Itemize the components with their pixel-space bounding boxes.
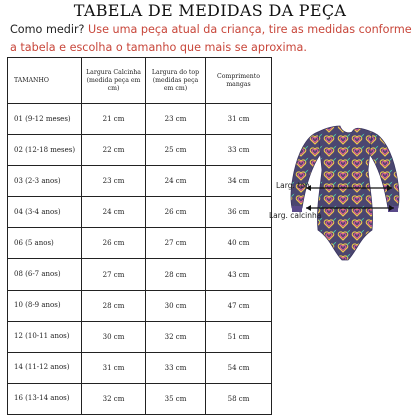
cell-sleeve-length: 34 cm — [206, 166, 272, 197]
intro-text — [10, 21, 414, 57]
cell-size: 14 (11-12 anos) — [8, 352, 82, 383]
cell-sleeve-length: 33 cm — [206, 135, 272, 166]
cell-top-width: 28 cm — [146, 259, 206, 290]
cell-bottom-width: 31 cm — [82, 352, 146, 383]
cell-bottom-width: 26 cm — [82, 228, 146, 259]
cell-size: 08 (6-7 anos) — [8, 259, 82, 290]
header-bottom-width: Largura Calcinha (medida peça em cm) — [82, 58, 146, 104]
cell-bottom-width: 23 cm — [82, 166, 146, 197]
cell-bottom-width: 24 cm — [82, 197, 146, 228]
cell-size: 02 (12-18 meses) — [8, 135, 82, 166]
cell-bottom-width: 21 cm — [82, 104, 146, 135]
cell-sleeve-length: 54 cm — [206, 352, 272, 383]
cell-size: 10 (8-9 anos) — [8, 290, 82, 321]
table-row — [8, 290, 272, 321]
cell-bottom-width: 22 cm — [82, 135, 146, 166]
cell-bottom-width: 32 cm — [82, 383, 146, 414]
garment-illustration — [280, 110, 420, 270]
table-row — [8, 104, 272, 135]
label-bottom-width: Larg. calcinha — [269, 211, 322, 220]
label-top-width: Larg. top — [276, 181, 310, 190]
cell-size: 01 (9-12 meses) — [8, 104, 82, 135]
cell-sleeve-length: 47 cm — [206, 290, 272, 321]
table-row — [8, 259, 272, 290]
intro-question: Como medir? — [10, 23, 85, 36]
cell-top-width: 30 cm — [146, 290, 206, 321]
cell-top-width: 32 cm — [146, 321, 206, 352]
cell-top-width: 26 cm — [146, 197, 206, 228]
garment-figure — [280, 110, 420, 270]
cell-size: 06 (5 anos) — [8, 228, 82, 259]
table-row — [8, 321, 272, 352]
cell-sleeve-length: 31 cm — [206, 104, 272, 135]
cell-top-width: 24 cm — [146, 166, 206, 197]
cell-top-width: 33 cm — [146, 352, 206, 383]
size-table — [7, 57, 272, 415]
cell-size: 03 (2-3 anos) — [8, 166, 82, 197]
cell-sleeve-length: 36 cm — [206, 197, 272, 228]
cell-sleeve-length: 43 cm — [206, 259, 272, 290]
cell-bottom-width: 27 cm — [82, 259, 146, 290]
cell-top-width: 27 cm — [146, 228, 206, 259]
header-sleeve-length: Comprimento mangas — [206, 58, 272, 104]
table-header-row — [8, 58, 272, 104]
table-row — [8, 352, 272, 383]
cell-sleeve-length: 58 cm — [206, 383, 272, 414]
table-row — [8, 166, 272, 197]
cell-size: 12 (10-11 anos) — [8, 321, 82, 352]
cell-top-width: 25 cm — [146, 135, 206, 166]
cell-top-width: 35 cm — [146, 383, 206, 414]
table-row — [8, 383, 272, 414]
cell-bottom-width: 28 cm — [82, 290, 146, 321]
cell-size: 16 (13-14 anos) — [8, 383, 82, 414]
header-top-width: Largura do top (medidas peça em cm) — [146, 58, 206, 104]
cell-size: 04 (3-4 anos) — [8, 197, 82, 228]
cell-sleeve-length: 51 cm — [206, 321, 272, 352]
cell-bottom-width: 30 cm — [82, 321, 146, 352]
page-title: TABELA DE MEDIDAS DA PEÇA — [73, 1, 347, 20]
header-size: TAMANHO — [8, 58, 82, 104]
table-row — [8, 228, 272, 259]
cell-sleeve-length: 40 cm — [206, 228, 272, 259]
table-row — [8, 135, 272, 166]
intro-answer: Use uma peça atual da criança, tire as medidas conforme a tabela e escolha o tamanho que mais se aproxima. — [10, 23, 412, 54]
cell-top-width: 23 cm — [146, 104, 206, 135]
table-row — [8, 197, 272, 228]
